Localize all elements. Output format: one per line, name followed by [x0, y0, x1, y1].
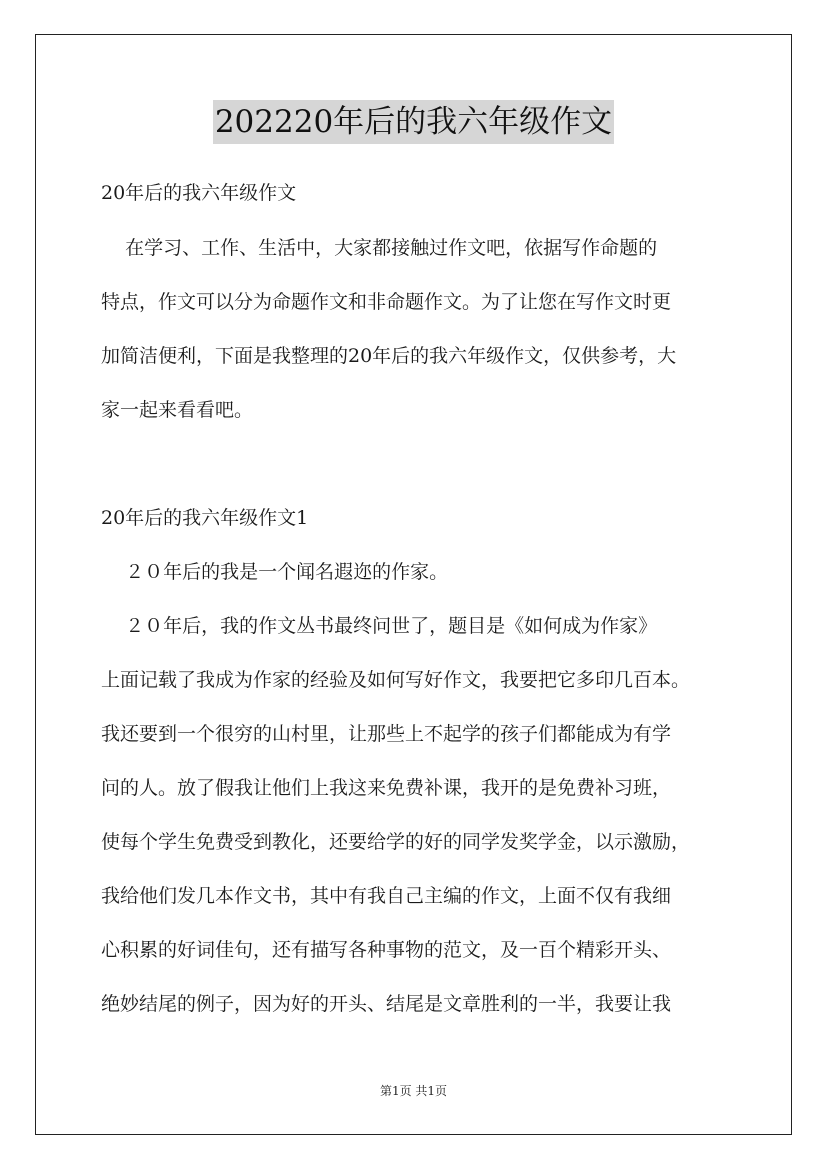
body-line-8: 心积累的好词佳句，还有描写各种事物的范文，及一百个精彩开头、: [101, 939, 672, 961]
section-heading: 20年后的我六年级作文1: [101, 507, 309, 529]
intro-line-3: 加简洁便利，下面是我整理的20年后的我六年级作文，仅供参考，大: [101, 345, 677, 367]
intro-line-1: 在学习、工作、生活中，大家都接触过作文吧，依据写作命题的: [101, 237, 658, 259]
title-container: [0, 100, 827, 144]
body-line-6: 使每个学生免费受到教化，还要给学的好的同学发奖学金，以示激励，: [101, 831, 691, 853]
body-line-2: ２０年后，我的作文丛书最终问世了，题目是《如何成为作家》: [101, 615, 658, 637]
intro-line-2: 特点，作文可以分为命题作文和非命题作文。为了让您在写作文时更: [101, 291, 672, 313]
body-line-7: 我给他们发几本作文书，其中有我自己主编的作文，上面不仅有我细: [101, 885, 672, 907]
document-title: 202220年后的我六年级作文: [213, 100, 614, 144]
body-line-1: ２０年后的我是一个闻名遐迩的作家。: [101, 561, 449, 583]
body-line-5: 问的人。放了假我让他们上我这来免费补课，我开的是免费补习班，: [101, 777, 672, 799]
document-subtitle: 20年后的我六年级作文: [101, 182, 297, 204]
body-line-9: 绝妙结尾的例子，因为好的开头、结尾是文章胜利的一半，我要让我: [101, 993, 672, 1015]
body-line-3: 上面记载了我成为作家的经验及如何写好作文，我要把它多印几百本。: [101, 669, 691, 691]
body-line-4: 我还要到一个很穷的山村里，让那些上不起学的孩子们都能成为有学: [101, 723, 672, 745]
page-footer: 第1页 共1页: [379, 1084, 448, 1098]
intro-line-4: 家一起来看看吧。: [101, 399, 254, 421]
